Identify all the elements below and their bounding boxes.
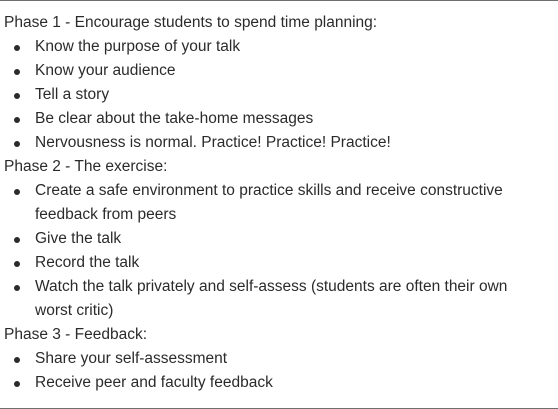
bullet-icon [14,45,20,51]
bullet-icon [14,189,20,195]
bullet-icon [14,357,20,363]
list-item-text: Record the talk [35,254,140,271]
bullet-icon [14,141,20,147]
bullet-icon [14,69,20,75]
list-item-text: Know the purpose of your talk [35,38,241,55]
list-item [4,371,548,395]
list-item-text: Nervousness is normal. Practice! Practice! Practice! [35,134,391,151]
table-content [4,11,548,395]
list-item [4,227,548,251]
list-item [4,251,548,275]
bullet-icon [14,237,20,243]
bullet-icon [14,117,20,123]
phase-1-section [4,11,548,155]
list-item-text: Create a safe environment to practice skills and receive constructive feedback from peers [35,182,503,223]
list-item-text: Share your self-assessment [35,350,228,367]
phase-3-heading: Phase 3 - Feedback: [4,326,148,343]
phase-2-section [4,155,548,323]
list-item [4,275,548,323]
list-item-text: Give the talk [35,230,122,247]
phase-2-heading: Phase 2 - The exercise: [4,158,168,175]
list-item [4,59,548,83]
list-item [4,347,548,371]
list-item [4,107,548,131]
bullet-icon [14,93,20,99]
list-item [4,35,548,59]
bullet-icon [14,261,20,267]
list-item-text: Tell a story [35,86,110,103]
list-item [4,179,548,227]
phase-3-section [4,323,548,395]
bullet-icon [14,285,20,291]
list-item [4,131,548,155]
list-item-text: Receive peer and faculty feedback [35,374,273,391]
bullet-icon [14,381,20,387]
list-item [4,83,548,107]
phase-1-heading: Phase 1 - Encourage students to spend time planning: [4,14,378,31]
list-item-text: Be clear about the take-home messages [35,110,314,127]
list-item-text: Watch the talk privately and self-assess (students are often their own worst critic) [35,278,508,319]
list-item-text: Know your audience [35,62,176,79]
